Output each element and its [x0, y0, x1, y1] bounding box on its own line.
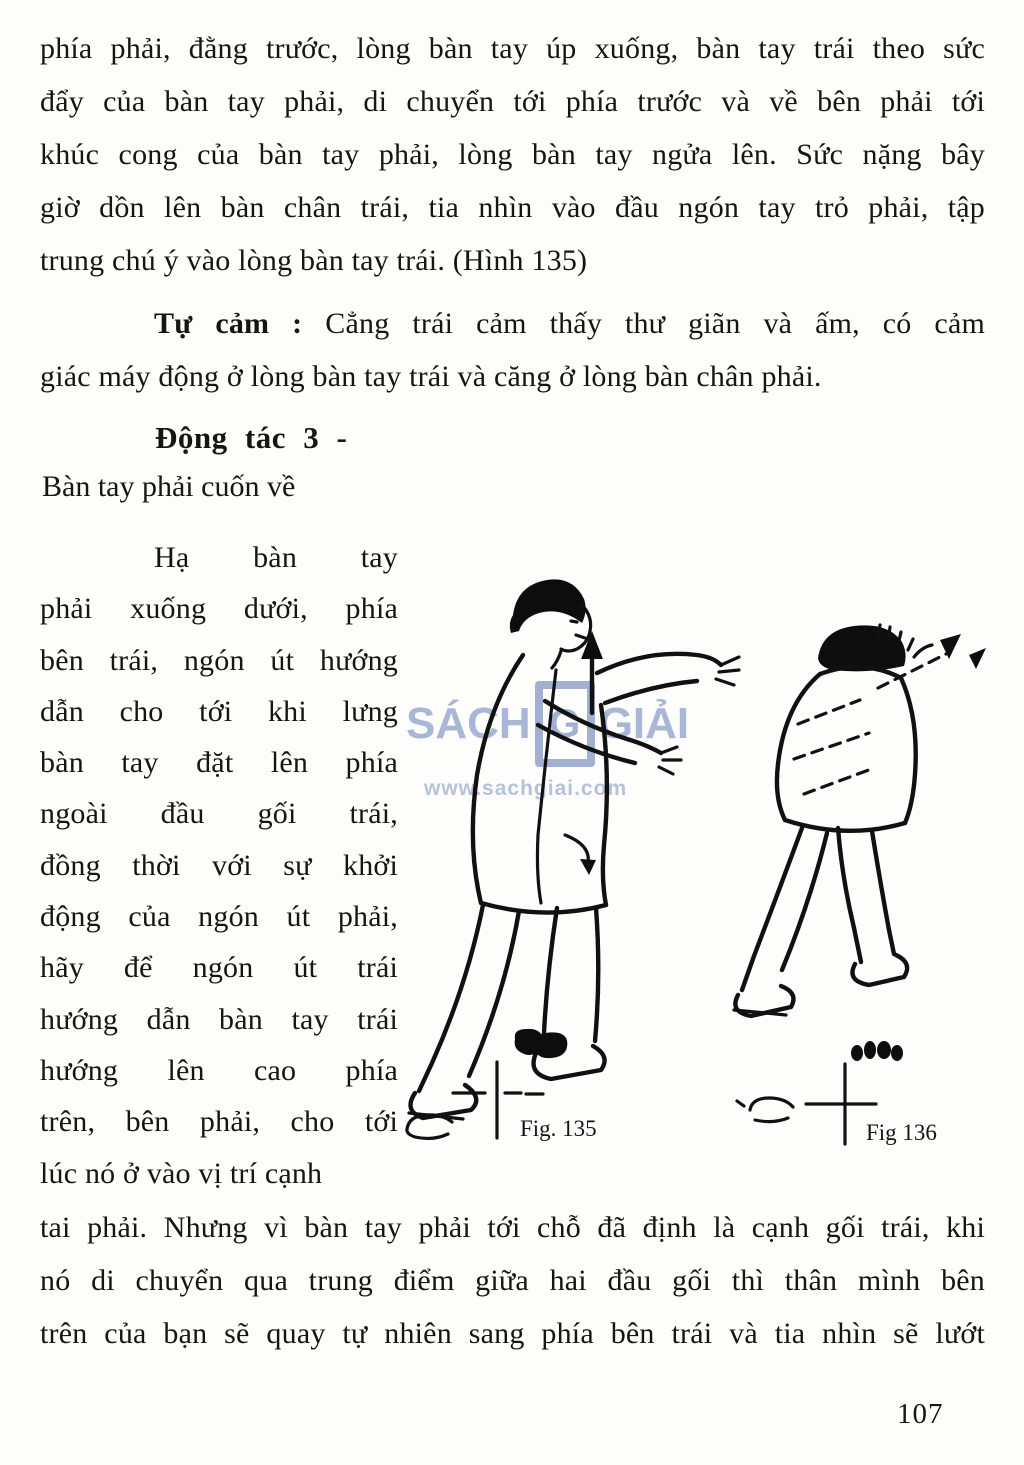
text-line: trên của bạn sẽ quay tự nhiên sang phía bên trái và tia nhìn sẽ lướt [40, 1317, 985, 1350]
text-line [40, 297, 985, 350]
text-line: Hạ bàn tay [154, 541, 398, 574]
section-subheading: Bàn tay phải cuốn về [42, 470, 296, 503]
paragraph-bottom [40, 1201, 985, 1360]
watermark-logo-letter: G [549, 702, 581, 746]
text-line: hãy để ngón út trái [40, 951, 398, 985]
figure-136-illustration [728, 612, 1018, 1147]
left-column-paragraph [40, 532, 398, 1199]
text-line: lúc nó ở vào vị trí cạnh [40, 1156, 323, 1190]
text-line: dẫn cho tới khi lưng [40, 694, 398, 728]
section-heading: Động tác 3 - [155, 420, 348, 455]
fig136-toe-prints [851, 1041, 903, 1061]
text-line: phải xuống dưới, phía [40, 592, 398, 626]
text-line: bàn tay đặt lên phía [40, 746, 398, 780]
text-line: nó di chuyển qua trung điểm giữa hai đầu gối thì thân mình bên [40, 1264, 985, 1297]
page-number: 107 [897, 1398, 944, 1430]
fig135-front-leg [542, 908, 557, 1051]
fig135-footprint-solid [515, 1029, 568, 1058]
figure-135-illustration [395, 573, 775, 1148]
watermark-word-giai: GIẢI [598, 699, 690, 748]
text-line: ngoài đầu gối trái, [40, 797, 398, 831]
text-line: hướng dẫn bàn tay trái [40, 1002, 398, 1036]
text-line: động của ngón út phải, [40, 900, 398, 934]
tu-cam-text: Cẳng trái cảm thấy thư giãn và ấm, có cảm [302, 307, 985, 340]
fig136-hair [818, 625, 906, 671]
watermark-word-sach: SÁCH [406, 699, 531, 748]
text-line: giác máy động ở lòng bàn tay trái và căng ở lòng bàn chân phải. [40, 360, 822, 393]
text-line: trung chú ý vào lòng bàn tay trái. (Hình 135) [40, 244, 588, 277]
text-line: đồng thời với sự khởi [40, 848, 398, 882]
text-line: hướng lên cao phía [40, 1053, 398, 1087]
fig135-hair [510, 579, 586, 633]
paragraph-top [40, 22, 985, 287]
text-line: khúc cong của bàn tay phải, lòng bàn tay ngửa lên. Sức nặng bây [40, 138, 985, 171]
text-line: tai phải. Nhưng vì bàn tay phải tới chỗ đã định là cạnh gối trái, khi [40, 1211, 985, 1244]
paragraph-tu-cam [40, 297, 985, 403]
tu-cam-label: Tự cảm : [154, 307, 303, 340]
text-line: phía phải, đằng trước, lòng bàn tay úp xuống, bàn tay trái theo sức [40, 32, 985, 65]
figure-135-caption: Fig. 135 [520, 1116, 597, 1141]
fig135-extended-arm [597, 654, 721, 673]
fig136-front-leg [838, 828, 861, 962]
text-line: trên, bên phải, cho tới [40, 1105, 398, 1139]
fig135-jacket [473, 655, 523, 903]
watermark-url: www.sachgiai.com [424, 777, 628, 800]
text-line: giờ dồn lên bàn chân trái, tia nhìn vào đầu ngón tay trỏ phải, tập [40, 191, 985, 224]
figure-136-caption: Fig 136 [866, 1120, 937, 1145]
text-line: bên trái, ngón út hướng [40, 643, 398, 677]
text-line: đẩy của bàn tay phải, di chuyển tới phía trước và về bên phải tới [40, 85, 985, 118]
fig136-back-leg [742, 828, 802, 990]
